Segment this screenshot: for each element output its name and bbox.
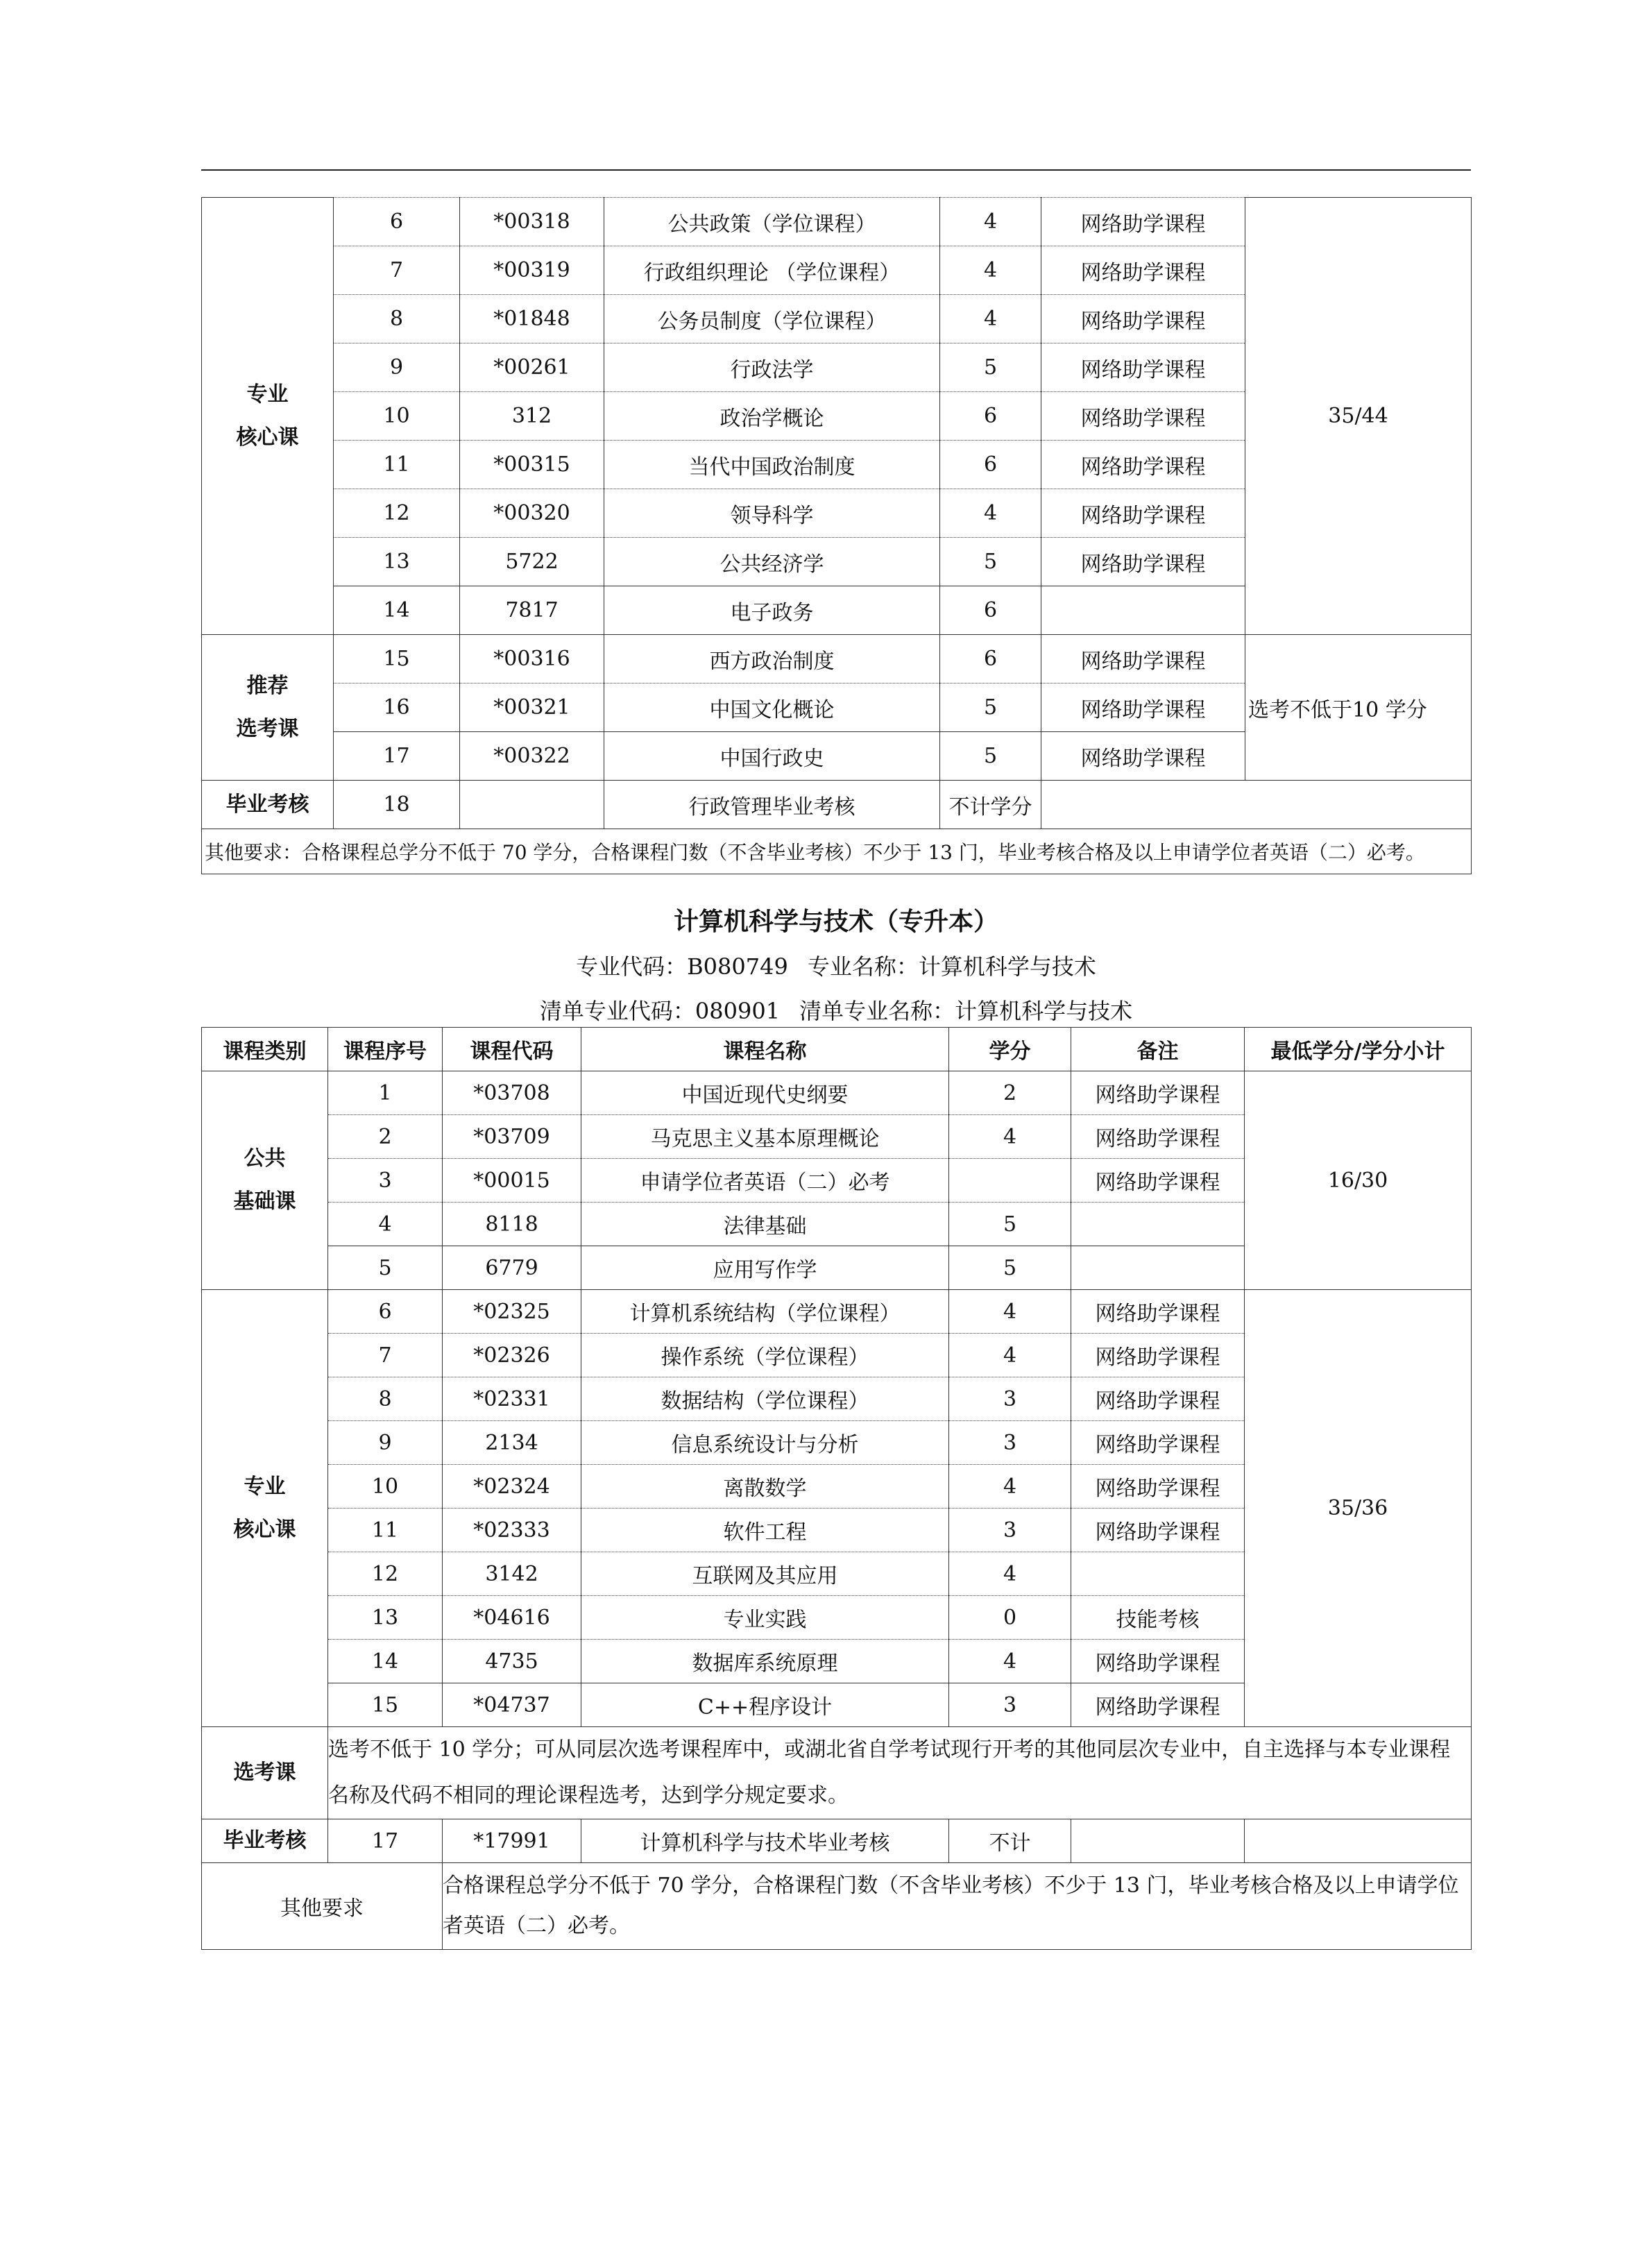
course-name: 马克思主义基本原理概论 bbox=[581, 1115, 949, 1159]
course-seq: 7 bbox=[328, 1334, 443, 1377]
course-note: 网络助学课程 bbox=[1071, 1377, 1245, 1421]
course-code: 8118 bbox=[443, 1203, 581, 1246]
course-code: 5722 bbox=[460, 538, 604, 586]
course-code: 312 bbox=[460, 392, 604, 441]
course-credit: 4 bbox=[940, 295, 1041, 343]
course-credit: 4 bbox=[949, 1115, 1071, 1159]
header-seq: 课程序号 bbox=[328, 1028, 443, 1071]
graduation-row bbox=[202, 781, 1472, 829]
course-code: *01848 bbox=[460, 295, 604, 343]
course-note: 网络助学课程 bbox=[1041, 538, 1245, 586]
course-name: 计算机系统结构（学位课程） bbox=[581, 1290, 949, 1334]
course-name: 中国文化概论 bbox=[604, 683, 940, 732]
course-note: 网络助学课程 bbox=[1041, 683, 1245, 732]
graduation-seq: 17 bbox=[328, 1819, 443, 1863]
course-code: *00322 bbox=[460, 732, 604, 781]
course-name: 当代中国政治制度 bbox=[604, 441, 940, 489]
course-code: *04616 bbox=[443, 1596, 581, 1640]
graduation-name: 计算机科学与技术毕业考核 bbox=[581, 1819, 949, 1863]
elective-category: 选考课 bbox=[202, 1727, 328, 1819]
course-name: 专业实践 bbox=[581, 1596, 949, 1640]
course-code: *02325 bbox=[443, 1290, 581, 1334]
course-code: *02331 bbox=[443, 1377, 581, 1421]
course-note: 网络助学课程 bbox=[1041, 635, 1245, 683]
graduation-row bbox=[202, 1819, 1472, 1863]
category-label-line: 公共 bbox=[244, 1146, 286, 1171]
course-seq: 12 bbox=[334, 489, 460, 538]
header-credit: 学分 bbox=[949, 1028, 1071, 1071]
table-row bbox=[202, 1290, 1472, 1334]
course-code: *02326 bbox=[443, 1334, 581, 1377]
course-seq: 7 bbox=[334, 246, 460, 295]
graduation-credit: 不计 bbox=[949, 1819, 1071, 1863]
course-name: 应用写作学 bbox=[581, 1246, 949, 1290]
course-name: 申请学位者英语（二）必考 bbox=[581, 1159, 949, 1203]
course-seq: 16 bbox=[334, 683, 460, 732]
course-name: 政治学概论 bbox=[604, 392, 940, 441]
graduation-category: 毕业考核 bbox=[202, 781, 334, 829]
course-seq: 3 bbox=[328, 1159, 443, 1203]
header-note: 备注 bbox=[1071, 1028, 1245, 1071]
course-name: 行政组织理论 （学位课程） bbox=[604, 246, 940, 295]
credit-summary: 35/36 bbox=[1245, 1290, 1472, 1727]
course-note bbox=[1071, 1552, 1245, 1596]
course-credit: 6 bbox=[940, 635, 1041, 683]
page-header-rule bbox=[201, 169, 1471, 171]
course-note: 网络助学课程 bbox=[1071, 1683, 1245, 1727]
table-row bbox=[202, 1071, 1472, 1115]
course-seq: 9 bbox=[334, 343, 460, 392]
course-code: *04737 bbox=[443, 1683, 581, 1727]
course-credit: 5 bbox=[940, 538, 1041, 586]
course-credit: 0 bbox=[949, 1596, 1071, 1640]
course-name: 公共政策（学位课程） bbox=[604, 198, 940, 246]
graduation-empty bbox=[1041, 781, 1472, 829]
course-code: *03708 bbox=[443, 1071, 581, 1115]
header-code: 课程代码 bbox=[443, 1028, 581, 1071]
course-code: *00320 bbox=[460, 489, 604, 538]
course-code: *00321 bbox=[460, 683, 604, 732]
graduation-note-empty bbox=[1071, 1819, 1245, 1863]
elective-text: 选考不低于 10 学分；可从同层次选考课程库中，或湖北省自学考试现行开考的其他同层次专业中，自主选择与本专业课程名称及代码不相同的理论课程选考，达到学分规定要求。 bbox=[328, 1727, 1472, 1819]
course-credit: 4 bbox=[940, 489, 1041, 538]
other-requirements-row bbox=[202, 1863, 1472, 1950]
course-seq: 5 bbox=[328, 1246, 443, 1290]
category-label-line: 选考课 bbox=[236, 716, 299, 741]
course-seq: 13 bbox=[328, 1596, 443, 1640]
course-name: 领导科学 bbox=[604, 489, 940, 538]
course-note: 网络助学课程 bbox=[1071, 1115, 1245, 1159]
major-code-line bbox=[201, 949, 1471, 981]
course-seq: 11 bbox=[334, 441, 460, 489]
header-name: 课程名称 bbox=[581, 1028, 949, 1071]
course-note: 网络助学课程 bbox=[1041, 441, 1245, 489]
course-code: 2134 bbox=[443, 1421, 581, 1465]
course-note: 网络助学课程 bbox=[1041, 392, 1245, 441]
other-requirements-label: 其他要求 bbox=[202, 1863, 443, 1950]
course-code: *00261 bbox=[460, 343, 604, 392]
course-code: *00316 bbox=[460, 635, 604, 683]
course-seq: 4 bbox=[328, 1203, 443, 1246]
course-note: 网络助学课程 bbox=[1041, 489, 1245, 538]
other-requirements-row bbox=[202, 829, 1472, 874]
course-credit: 5 bbox=[949, 1203, 1071, 1246]
elective-row bbox=[202, 1727, 1472, 1819]
course-seq: 8 bbox=[334, 295, 460, 343]
course-note bbox=[1041, 586, 1245, 635]
course-name: C++程序设计 bbox=[581, 1683, 949, 1727]
course-note: 网络助学课程 bbox=[1041, 246, 1245, 295]
course-code: *03709 bbox=[443, 1115, 581, 1159]
course-credit: 3 bbox=[949, 1683, 1071, 1727]
credit-summary: 16/30 bbox=[1245, 1071, 1472, 1290]
course-credit: 5 bbox=[949, 1246, 1071, 1290]
course-credit: 3 bbox=[949, 1421, 1071, 1465]
course-credit: 5 bbox=[940, 343, 1041, 392]
category-label-line: 专业 bbox=[246, 382, 289, 407]
course-code: *02324 bbox=[443, 1465, 581, 1509]
category-cell bbox=[202, 1071, 328, 1290]
table-header-row bbox=[202, 1028, 1472, 1071]
course-note: 网络助学课程 bbox=[1071, 1290, 1245, 1334]
course-name: 行政法学 bbox=[604, 343, 940, 392]
course-name: 数据结构（学位课程） bbox=[581, 1377, 949, 1421]
course-seq: 14 bbox=[334, 586, 460, 635]
course-credit: 6 bbox=[940, 392, 1041, 441]
category-cell bbox=[202, 635, 334, 781]
course-name: 互联网及其应用 bbox=[581, 1552, 949, 1596]
course-seq: 15 bbox=[328, 1683, 443, 1727]
course-seq: 10 bbox=[328, 1465, 443, 1509]
course-seq: 8 bbox=[328, 1377, 443, 1421]
course-name: 信息系统设计与分析 bbox=[581, 1421, 949, 1465]
credit-summary: 选考不低于10 学分 bbox=[1245, 635, 1472, 781]
course-note: 网络助学课程 bbox=[1071, 1640, 1245, 1683]
category-label-line: 核心课 bbox=[233, 1517, 296, 1542]
course-code: *00315 bbox=[460, 441, 604, 489]
course-seq: 15 bbox=[334, 635, 460, 683]
course-credit: 4 bbox=[949, 1640, 1071, 1683]
table-public-admin bbox=[201, 197, 1472, 874]
course-code: *02333 bbox=[443, 1509, 581, 1552]
course-credit: 3 bbox=[949, 1509, 1071, 1552]
course-credit: 4 bbox=[949, 1334, 1071, 1377]
course-name: 公共经济学 bbox=[604, 538, 940, 586]
course-note: 网络助学课程 bbox=[1041, 198, 1245, 246]
major-code: 专业代码：B080749 bbox=[576, 953, 788, 980]
course-note: 网络助学课程 bbox=[1041, 343, 1245, 392]
course-seq: 6 bbox=[334, 198, 460, 246]
course-note: 网络助学课程 bbox=[1071, 1421, 1245, 1465]
major-title: 计算机科学与技术（专升本） bbox=[673, 908, 998, 936]
other-requirements-text: 合格课程总学分不低于 70 学分，合格课程门数（不含毕业考核）不少于 13 门，毕业考核合格及以上申请学位者英语（二）必考。 bbox=[443, 1863, 1472, 1950]
category-label-line: 核心课 bbox=[236, 425, 299, 450]
course-credit: 5 bbox=[940, 683, 1041, 732]
course-credit: 3 bbox=[949, 1377, 1071, 1421]
course-name: 中国近现代史纲要 bbox=[581, 1071, 949, 1115]
category-label-line: 基础课 bbox=[233, 1189, 296, 1214]
course-code: *00015 bbox=[443, 1159, 581, 1203]
list-major-name: 清单专业名称：计算机科学与技术 bbox=[799, 998, 1133, 1024]
course-code: *00318 bbox=[460, 198, 604, 246]
course-name: 软件工程 bbox=[581, 1509, 949, 1552]
list-code-line bbox=[201, 994, 1471, 1026]
course-credit: 4 bbox=[949, 1290, 1071, 1334]
course-note: 网络助学课程 bbox=[1071, 1071, 1245, 1115]
course-note: 技能考核 bbox=[1071, 1596, 1245, 1640]
course-credit: 2 bbox=[949, 1071, 1071, 1115]
course-credit: 5 bbox=[940, 732, 1041, 781]
course-note bbox=[1071, 1246, 1245, 1290]
course-seq: 6 bbox=[328, 1290, 443, 1334]
course-code: *00319 bbox=[460, 246, 604, 295]
credit-summary: 35/44 bbox=[1245, 198, 1472, 635]
category-label-line: 推荐 bbox=[246, 673, 289, 698]
course-credit: 4 bbox=[940, 198, 1041, 246]
course-name: 中国行政史 bbox=[604, 732, 940, 781]
course-seq: 1 bbox=[328, 1071, 443, 1115]
course-note: 网络助学课程 bbox=[1071, 1159, 1245, 1203]
course-note: 网络助学课程 bbox=[1071, 1509, 1245, 1552]
course-seq: 13 bbox=[334, 538, 460, 586]
course-name: 西方政治制度 bbox=[604, 635, 940, 683]
course-seq: 14 bbox=[328, 1640, 443, 1683]
graduation-name: 行政管理毕业考核 bbox=[604, 781, 940, 829]
course-credit bbox=[949, 1159, 1071, 1203]
course-name: 离散数学 bbox=[581, 1465, 949, 1509]
list-major-code: 清单专业代码：080901 bbox=[539, 998, 781, 1024]
table-row bbox=[202, 635, 1472, 683]
graduation-code: *17991 bbox=[443, 1819, 581, 1863]
course-credit: 6 bbox=[940, 441, 1041, 489]
graduation-category: 毕业考核 bbox=[202, 1819, 328, 1863]
course-name: 公务员制度（学位课程） bbox=[604, 295, 940, 343]
header-summary: 最低学分/学分小计 bbox=[1245, 1028, 1472, 1071]
course-note: 网络助学课程 bbox=[1041, 295, 1245, 343]
category-label-line: 专业 bbox=[244, 1474, 286, 1499]
course-name: 数据库系统原理 bbox=[581, 1640, 949, 1683]
course-note: 网络助学课程 bbox=[1071, 1334, 1245, 1377]
course-credit: 6 bbox=[940, 586, 1041, 635]
course-code: 6779 bbox=[443, 1246, 581, 1290]
category-cell bbox=[202, 1290, 328, 1727]
course-code: 3142 bbox=[443, 1552, 581, 1596]
course-code: 4735 bbox=[443, 1640, 581, 1683]
graduation-seq: 18 bbox=[334, 781, 460, 829]
graduation-credit: 不计学分 bbox=[940, 781, 1041, 829]
course-code: 7817 bbox=[460, 586, 604, 635]
course-note bbox=[1071, 1203, 1245, 1246]
major-name: 专业名称：计算机科学与技术 bbox=[807, 953, 1096, 980]
course-seq: 11 bbox=[328, 1509, 443, 1552]
course-name: 电子政务 bbox=[604, 586, 940, 635]
course-seq: 9 bbox=[328, 1421, 443, 1465]
header-category: 课程类别 bbox=[202, 1028, 328, 1071]
graduation-code bbox=[460, 781, 604, 829]
table-computer-science bbox=[201, 1027, 1472, 1950]
graduation-summary-empty bbox=[1245, 1819, 1472, 1863]
course-seq: 17 bbox=[334, 732, 460, 781]
course-credit: 4 bbox=[949, 1465, 1071, 1509]
course-name: 操作系统（学位课程） bbox=[581, 1334, 949, 1377]
course-note: 网络助学课程 bbox=[1041, 732, 1245, 781]
course-name: 法律基础 bbox=[581, 1203, 949, 1246]
course-seq: 2 bbox=[328, 1115, 443, 1159]
other-requirements: 其他要求：合格课程总学分不低于 70 学分，合格课程门数（不含毕业考核）不少于 13 门，毕业考核合格及以上申请学位者英语（二）必考。 bbox=[202, 829, 1472, 874]
category-cell bbox=[202, 198, 334, 635]
course-seq: 10 bbox=[334, 392, 460, 441]
course-note: 网络助学课程 bbox=[1071, 1465, 1245, 1509]
course-seq: 12 bbox=[328, 1552, 443, 1596]
course-credit: 4 bbox=[949, 1552, 1071, 1596]
table-row bbox=[202, 198, 1472, 246]
course-credit: 4 bbox=[940, 246, 1041, 295]
